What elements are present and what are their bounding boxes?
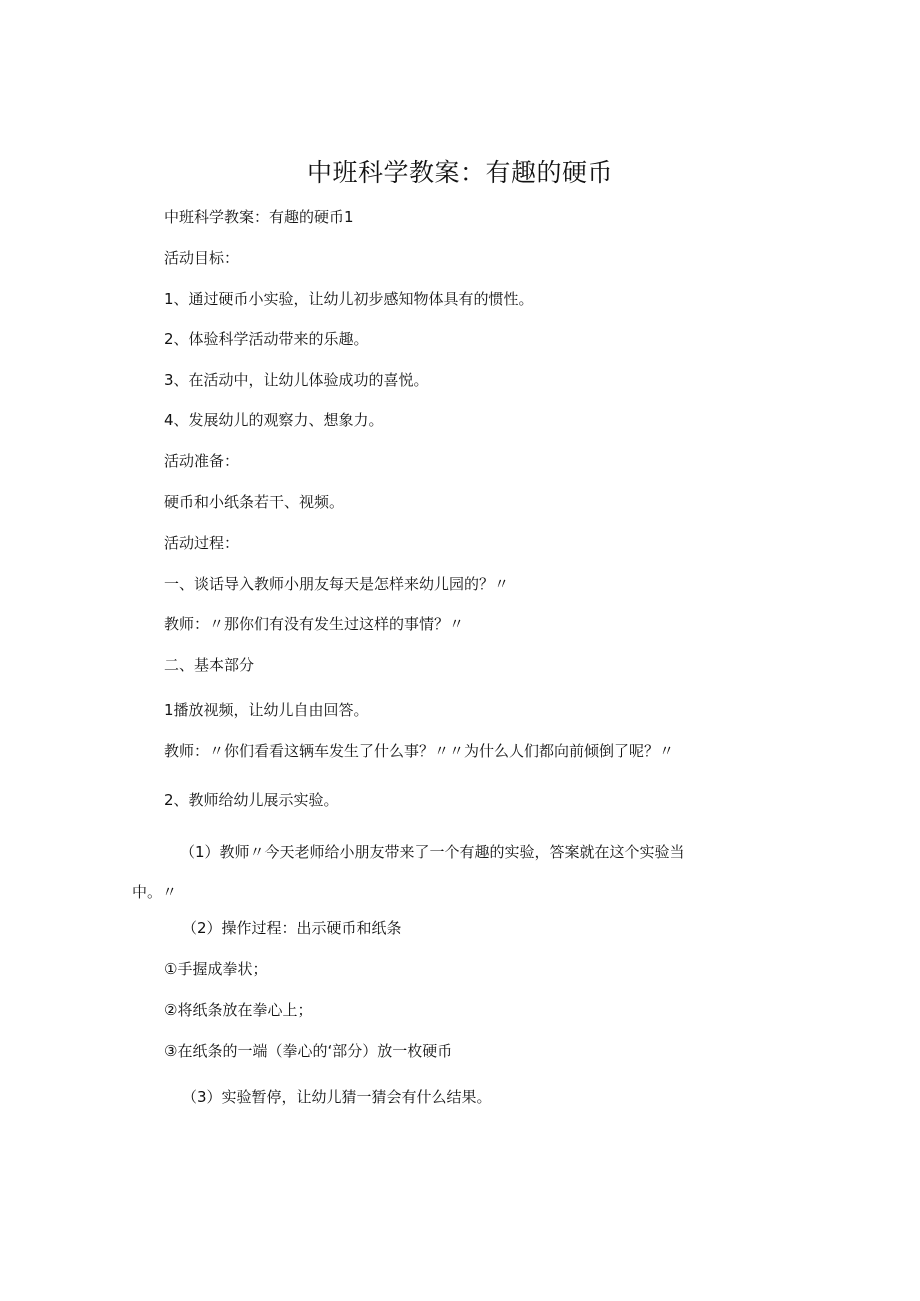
substep-3: （3）实验暂停，让幼儿猜一猜会有什么结果。: [182, 1088, 492, 1106]
goal-item-3: 3、在活动中，让幼儿体验成功的喜悦。: [164, 371, 429, 389]
teacher-question-2: 教师：〃你们看看这辆车发生了什么事？〃〃为什么人们都向前倾倒了呢？〃: [164, 742, 675, 760]
operation-step-2: ②将纸条放在拳心上；: [164, 1001, 313, 1019]
document-title: 中班科学教案：有趣的硬币: [306, 158, 613, 187]
substep-1-paragraph: [132, 832, 772, 912]
section-heading-preparation: 活动准备：: [164, 452, 240, 470]
substep-1-line-1: （1）教师〃今天老师给小朋友带来了一个有趣的实验，答案就在这个实验当: [180, 843, 685, 861]
process-part-1: 一、谈话导入教师小朋友每天是怎样来幼儿园的？〃: [164, 575, 510, 593]
step-play-video: 1播放视频，让幼儿自由回答。: [164, 701, 369, 719]
preparation-text: 硬币和小纸条若干、视频。: [164, 493, 345, 511]
teacher-question-1: 教师：〃那你们有没有发生过这样的事情？〃: [164, 615, 465, 633]
goal-item-2: 2、体验科学活动带来的乐趣。: [164, 330, 369, 348]
substep-2: （2）操作过程：出示硬币和纸条: [182, 919, 402, 937]
section-heading-goals: 活动目标：: [164, 249, 240, 267]
process-part-2: 二、基本部分: [164, 656, 255, 674]
step-show-experiment: 2、教师给幼儿展示实验。: [164, 791, 339, 809]
goal-item-1: 1、通过硬币小实验，让幼儿初步感知物体具有的惯性。: [164, 290, 534, 308]
substep-1-line-2: 中。〃: [132, 883, 178, 901]
subtitle: 中班科学教案：有趣的硬币1: [164, 208, 354, 226]
goal-item-4: 4、发展幼儿的观察力、想象力。: [164, 411, 384, 429]
section-heading-process: 活动过程：: [164, 534, 240, 552]
operation-step-3: ③在纸条的一端（拳心的‘部分）放一枚硬币: [164, 1042, 453, 1060]
operation-step-1: ①手握成拳状；: [164, 960, 268, 978]
